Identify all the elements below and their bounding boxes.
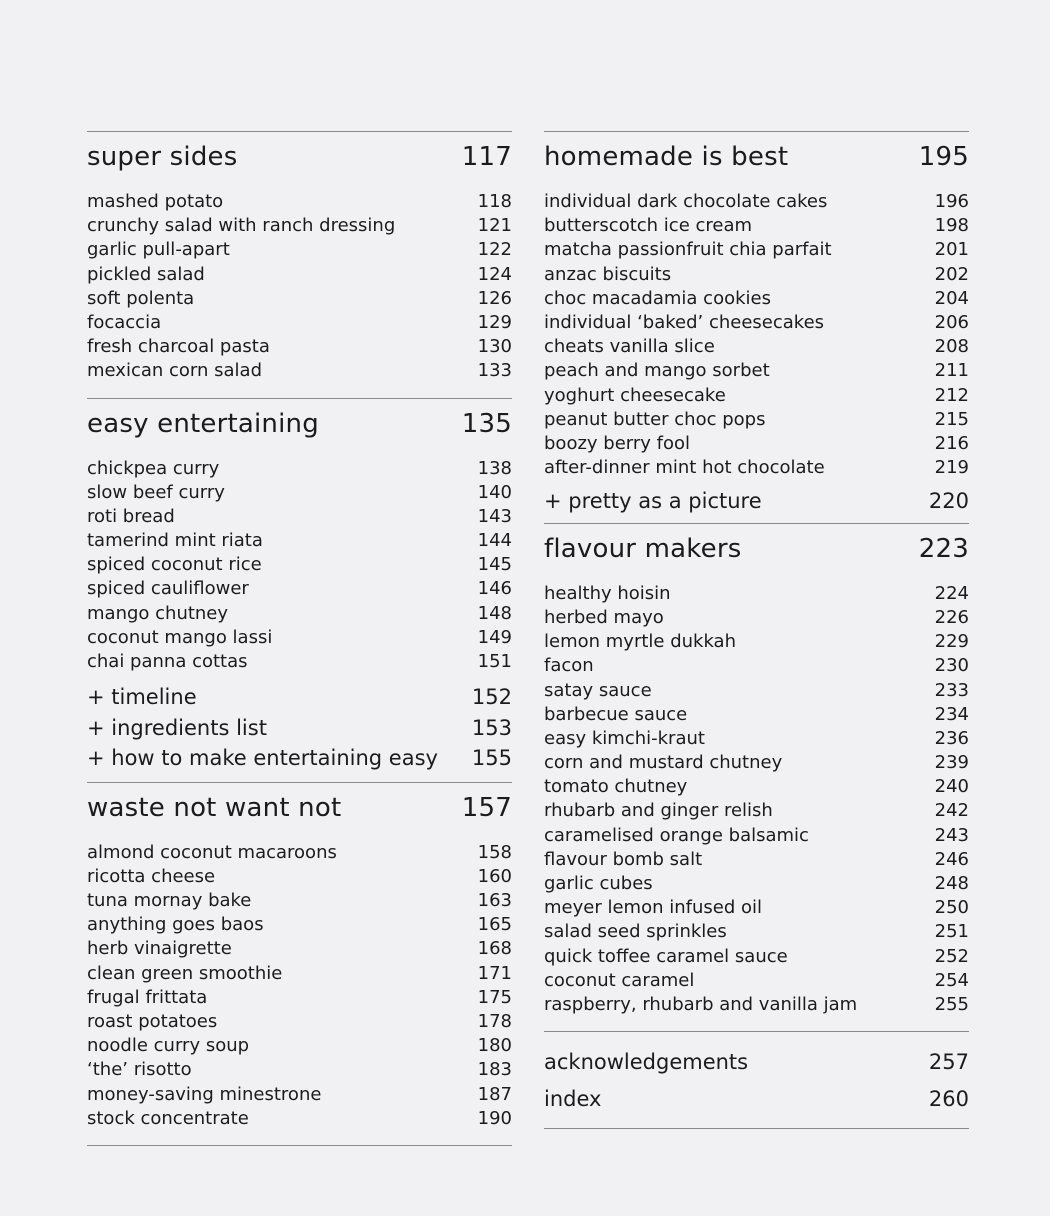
backmatter-title: index [544, 1087, 602, 1112]
recipe-title: almond coconut macaroons [87, 841, 337, 863]
recipe-title: herb vinaigrette [87, 938, 232, 960]
recipe-title: caramelised orange balsamic [544, 824, 809, 846]
recipe-page-number: 151 [477, 651, 512, 672]
recipe-title: money-saving minestrone [87, 1083, 322, 1105]
recipe-title: salad seed sprinkles [544, 921, 727, 943]
backmatter-title: acknowledgements [544, 1050, 749, 1075]
recipe-title: individual ‘baked’ cheesecakes [544, 311, 825, 333]
section-heading[interactable] [87, 399, 512, 457]
section-page-number: 117 [461, 142, 512, 172]
recipe-entry[interactable] [544, 582, 969, 606]
recipe-page-number: 224 [934, 582, 969, 604]
recipe-entry[interactable] [87, 913, 512, 937]
section-heading[interactable] [87, 132, 512, 190]
recipe-entry[interactable] [544, 311, 969, 335]
recipe-page-number: 246 [934, 848, 969, 870]
right-column [544, 131, 969, 1129]
recipe-page-number: 126 [477, 287, 512, 309]
toc-section-easy-entertaining [87, 399, 512, 782]
recipe-entry[interactable] [544, 456, 969, 480]
recipe-page-number: 163 [477, 890, 512, 912]
recipe-list [544, 582, 969, 1031]
recipe-title: spiced cauliflower [87, 578, 249, 600]
recipe-entry[interactable] [87, 650, 512, 674]
recipe-page-number: 236 [934, 727, 969, 749]
recipe-title: tomato chutney [544, 776, 688, 798]
recipe-title: barbecue sauce [544, 703, 688, 725]
recipe-entry[interactable] [87, 238, 512, 262]
recipe-title: frugal frittata [87, 986, 208, 1008]
recipe-page-number: 171 [477, 962, 512, 984]
toc-section-homemade-is-best [544, 132, 969, 523]
recipe-page-number: 198 [934, 215, 969, 237]
recipe-entry[interactable] [544, 799, 969, 823]
recipe-entry[interactable] [87, 287, 512, 311]
recipe-page-number: 201 [934, 239, 969, 261]
recipe-title: meyer lemon infused oil [544, 897, 762, 919]
recipe-page-number: 254 [934, 969, 969, 991]
recipe-entry[interactable] [544, 287, 969, 311]
recipe-title: ‘the’ risotto [87, 1059, 192, 1081]
recipe-title: cheats vanilla slice [544, 336, 715, 358]
backmatter-page-number: 257 [928, 1050, 969, 1075]
recipe-page-number: 255 [934, 993, 969, 1015]
recipe-page-number: 250 [934, 897, 969, 919]
recipe-entry[interactable] [87, 457, 512, 481]
recipe-page-number: 118 [477, 191, 512, 212]
recipe-entry[interactable] [544, 969, 969, 993]
recipe-entry[interactable] [544, 630, 969, 654]
recipe-entry[interactable] [544, 896, 969, 920]
recipe-page-number: 233 [934, 679, 969, 701]
recipe-page-number: 124 [477, 263, 512, 285]
recipe-title: anzac biscuits [544, 263, 672, 285]
recipe-page-number: 226 [934, 606, 969, 628]
recipe-entry[interactable] [87, 214, 512, 238]
recipe-page-number: 187 [477, 1083, 512, 1105]
recipe-page-number: 206 [934, 311, 969, 333]
recipe-entry[interactable] [544, 408, 969, 432]
recipe-title: spiced coconut rice [87, 554, 262, 576]
recipe-page-number: 215 [934, 408, 969, 430]
recipe-page-number: 216 [934, 432, 969, 454]
recipe-page-number: 252 [934, 945, 969, 967]
recipe-entry[interactable] [87, 190, 512, 214]
recipe-title: focaccia [87, 311, 162, 333]
extra-title: + timeline [87, 685, 197, 710]
recipe-page-number: 242 [934, 800, 969, 822]
section-title: flavour makers [544, 533, 742, 564]
recipe-title: coconut caramel [544, 969, 695, 991]
recipe-page-number: 148 [477, 602, 512, 624]
recipe-page-number: 212 [934, 384, 969, 406]
recipe-page-number: 133 [477, 360, 512, 382]
recipe-entry[interactable] [87, 962, 512, 986]
recipe-page-number: 204 [934, 287, 969, 309]
recipe-title: anything goes baos [87, 914, 264, 936]
recipe-entry[interactable] [87, 577, 512, 601]
backmatter-list [544, 1032, 969, 1128]
recipe-title: healthy hoisin [544, 582, 671, 604]
recipe-title: ricotta cheese [87, 865, 216, 887]
recipe-title: stock concentrate [87, 1107, 249, 1129]
recipe-title: easy kimchi-kraut [544, 727, 705, 749]
recipe-entry[interactable] [544, 703, 969, 727]
recipe-title: garlic cubes [544, 873, 653, 894]
recipe-title: lemon myrtle dukkah [544, 631, 736, 653]
section-page-number: 195 [918, 142, 969, 172]
section-title: easy entertaining [87, 408, 319, 439]
recipe-title: rhubarb and ginger relish [544, 800, 773, 822]
recipe-title: mashed potato [87, 191, 224, 212]
extra-page-number: 152 [471, 685, 512, 710]
recipe-entry[interactable] [87, 1034, 512, 1058]
recipe-title: tamerind mint riata [87, 530, 263, 552]
recipe-entry[interactable] [87, 529, 512, 553]
recipe-list [87, 190, 512, 398]
recipe-page-number: 230 [934, 655, 969, 677]
recipe-entry[interactable] [544, 993, 969, 1017]
toc-section-flavour-makers [544, 524, 969, 1031]
recipe-title: crunchy salad with ranch dressing [87, 215, 396, 237]
recipe-title: roast potatoes [87, 1011, 218, 1032]
recipe-entry[interactable] [544, 335, 969, 359]
recipe-title: clean green smoothie [87, 962, 283, 984]
recipe-page-number: 248 [934, 873, 969, 894]
recipe-entry[interactable] [544, 679, 969, 703]
recipe-title: peanut butter choc pops [544, 408, 766, 430]
extra-entry[interactable] [87, 682, 512, 713]
recipe-entry[interactable] [544, 238, 969, 262]
recipe-entry[interactable] [87, 335, 512, 359]
section-title: waste not want not [87, 792, 342, 823]
recipe-title: roti bread [87, 505, 175, 527]
recipe-entry[interactable] [87, 841, 512, 865]
recipe-page-number: 143 [477, 505, 512, 527]
recipe-entry[interactable] [87, 1010, 512, 1034]
recipe-title: quick toffee caramel sauce [544, 945, 788, 967]
recipe-list [544, 190, 969, 480]
recipe-title: slow beef curry [87, 481, 225, 503]
recipe-entry[interactable] [544, 654, 969, 678]
left-column [87, 131, 512, 1146]
recipe-page-number: 211 [934, 360, 969, 382]
extra-entry[interactable] [544, 486, 969, 517]
section-heading[interactable] [544, 132, 969, 190]
recipe-page-number: 138 [477, 457, 512, 479]
recipe-entry[interactable] [87, 889, 512, 913]
recipe-page-number: 202 [934, 263, 969, 285]
recipe-page-number: 140 [477, 481, 512, 503]
extra-title: + pretty as a picture [544, 489, 762, 514]
recipe-list [87, 841, 512, 1145]
recipe-page-number: 240 [934, 776, 969, 798]
extra-page-number: 153 [471, 715, 512, 740]
extra-title: + ingredients list [87, 715, 267, 740]
recipe-title: raspberry, rhubarb and vanilla jam [544, 993, 858, 1015]
recipe-entry[interactable] [544, 432, 969, 456]
recipe-entry[interactable] [544, 920, 969, 944]
recipe-page-number: 190 [477, 1107, 512, 1129]
recipe-entry[interactable] [544, 384, 969, 408]
recipe-page-number: 165 [477, 914, 512, 936]
recipe-entry[interactable] [87, 602, 512, 626]
recipe-title: flavour bomb salt [544, 848, 703, 870]
recipe-entry[interactable] [87, 1107, 512, 1131]
recipe-entry[interactable] [87, 505, 512, 529]
recipe-page-number: 160 [477, 865, 512, 887]
recipe-entry[interactable] [87, 626, 512, 650]
recipe-page-number: 168 [477, 938, 512, 960]
recipe-entry[interactable] [544, 824, 969, 848]
backmatter-entry[interactable] [544, 1081, 969, 1118]
extra-page-number: 155 [471, 746, 512, 771]
recipe-entry[interactable] [544, 263, 969, 287]
recipe-title: butterscotch ice cream [544, 215, 753, 237]
extra-title: + how to make entertaining easy [87, 746, 438, 771]
recipe-entry[interactable] [544, 727, 969, 751]
recipe-title: matcha passionfruit chia parfait [544, 239, 832, 261]
recipe-title: herbed mayo [544, 606, 664, 628]
recipe-entry[interactable] [544, 606, 969, 630]
recipe-entry[interactable] [544, 848, 969, 872]
recipe-page-number: 243 [934, 824, 969, 846]
recipe-title: fresh charcoal pasta [87, 336, 270, 358]
extra-entry[interactable] [87, 743, 512, 774]
recipe-title: chickpea curry [87, 457, 220, 479]
recipe-entry[interactable] [87, 986, 512, 1010]
recipe-title: tuna mornay bake [87, 890, 252, 912]
recipe-page-number: 146 [477, 578, 512, 600]
recipe-page-number: 129 [477, 311, 512, 333]
backmatter-entry[interactable] [544, 1044, 969, 1081]
recipe-page-number: 234 [934, 703, 969, 725]
recipe-page-number: 178 [477, 1011, 512, 1032]
recipe-title: garlic pull-apart [87, 239, 230, 261]
recipe-entry[interactable] [87, 311, 512, 335]
recipe-title: facon [544, 655, 594, 677]
section-divider [87, 1145, 512, 1146]
backmatter-page-number: 260 [928, 1087, 969, 1112]
recipe-page-number: 122 [477, 239, 512, 261]
recipe-entry[interactable] [87, 481, 512, 505]
recipe-entry[interactable] [87, 263, 512, 287]
section-title: super sides [87, 142, 238, 172]
section-page-number: 223 [918, 533, 969, 564]
recipe-page-number: 183 [477, 1059, 512, 1081]
recipe-entry[interactable] [544, 214, 969, 238]
extra-entry[interactable] [87, 713, 512, 744]
recipe-page-number: 219 [934, 457, 969, 479]
extras-list [87, 674, 512, 782]
recipe-entry[interactable] [87, 1058, 512, 1082]
recipe-page-number: 158 [477, 841, 512, 863]
recipe-title: chai panna cottas [87, 651, 248, 672]
recipe-title: corn and mustard chutney [544, 752, 783, 774]
recipe-page-number: 208 [934, 336, 969, 358]
recipe-title: boozy berry fool [544, 432, 690, 454]
recipe-entry[interactable] [544, 359, 969, 383]
recipe-page-number: 196 [934, 191, 969, 212]
recipe-title: mango chutney [87, 602, 229, 624]
section-page-number: 135 [461, 408, 512, 439]
recipe-entry[interactable] [87, 937, 512, 961]
recipe-page-number: 239 [934, 752, 969, 774]
recipe-title: after-dinner mint hot chocolate [544, 457, 825, 479]
recipe-title: satay sauce [544, 679, 652, 701]
recipe-title: noodle curry soup [87, 1035, 250, 1057]
section-title: homemade is best [544, 142, 789, 172]
recipe-entry[interactable] [544, 751, 969, 775]
section-heading[interactable] [87, 783, 512, 841]
extras-list [544, 480, 969, 523]
toc-section-waste-not-want-not [87, 783, 512, 1145]
recipe-title: yoghurt cheesecake [544, 384, 726, 406]
recipe-entry[interactable] [544, 190, 969, 214]
recipe-title: coconut mango lassi [87, 626, 273, 648]
recipe-page-number: 121 [477, 215, 512, 237]
recipe-title: mexican corn salad [87, 360, 262, 382]
recipe-title: pickled salad [87, 263, 205, 285]
section-divider [544, 1128, 969, 1129]
recipe-page-number: 180 [477, 1035, 512, 1057]
recipe-page-number: 229 [934, 631, 969, 653]
recipe-entry[interactable] [544, 775, 969, 799]
recipe-title: soft polenta [87, 287, 195, 309]
section-heading[interactable] [544, 524, 969, 582]
section-page-number: 157 [461, 792, 512, 823]
recipe-page-number: 251 [934, 921, 969, 943]
recipe-entry[interactable] [87, 865, 512, 889]
recipe-page-number: 144 [477, 530, 512, 552]
recipe-page-number: 175 [477, 986, 512, 1008]
recipe-page-number: 149 [477, 626, 512, 648]
recipe-entry[interactable] [87, 359, 512, 383]
recipe-entry[interactable] [87, 553, 512, 577]
recipe-page-number: 130 [477, 336, 512, 358]
extra-page-number: 220 [928, 489, 969, 514]
recipe-entry[interactable] [544, 945, 969, 969]
recipe-title: individual dark chocolate cakes [544, 191, 828, 212]
toc-section-super-sides [87, 132, 512, 398]
recipe-title: peach and mango sorbet [544, 360, 770, 382]
recipe-page-number: 145 [477, 554, 512, 576]
recipe-entry[interactable] [87, 1083, 512, 1107]
recipe-title: choc macadamia cookies [544, 287, 771, 309]
recipe-entry[interactable] [544, 872, 969, 896]
recipe-list [87, 457, 512, 675]
